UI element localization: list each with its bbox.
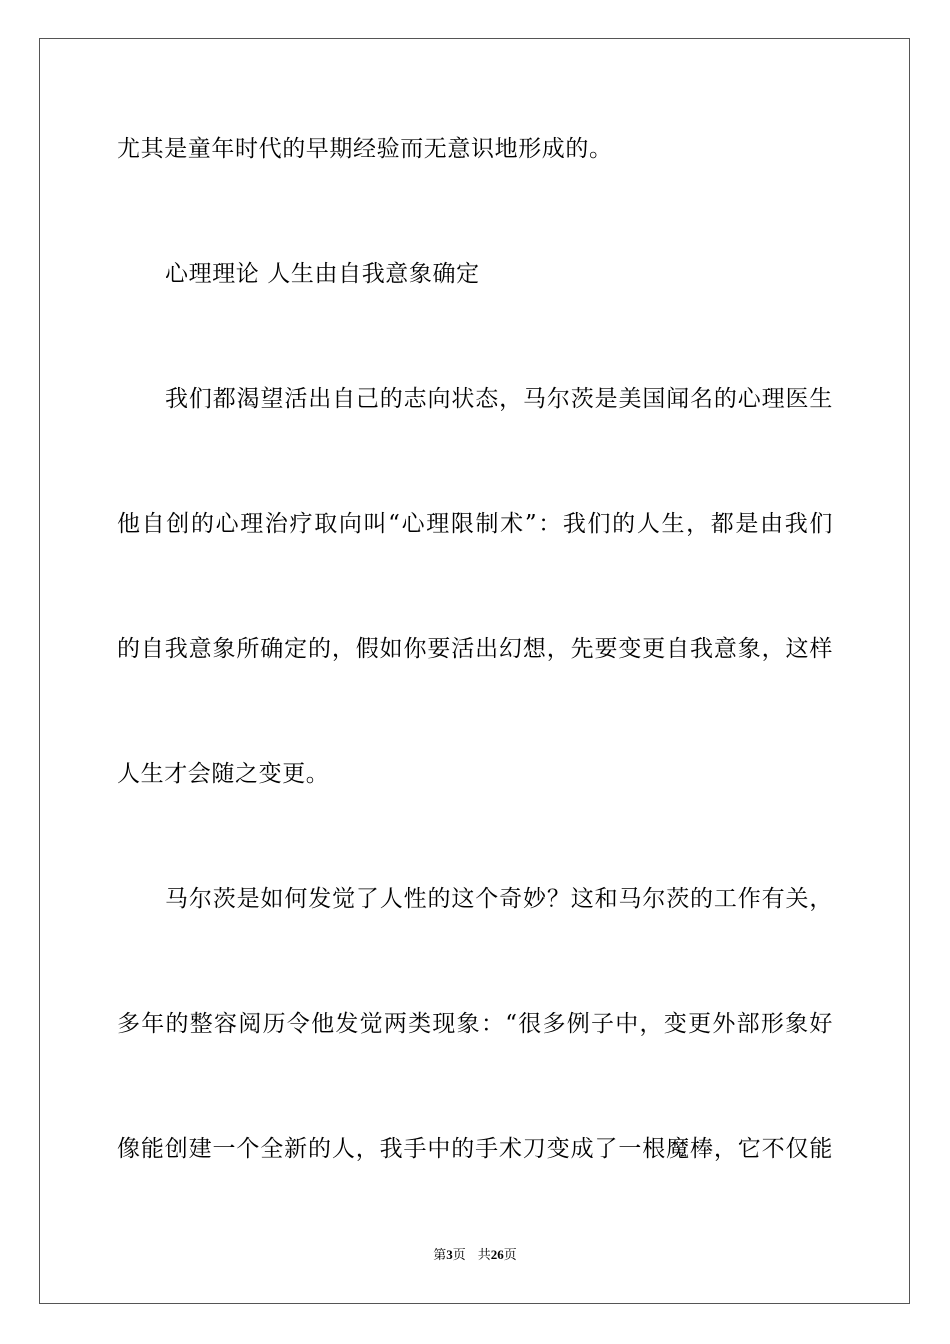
body-line-9: 像能创建一个全新的人，我手中的手术刀变成了一根魔棒，它不仅能 [117, 1136, 833, 1162]
body-line-4: 他自创的心理治疗取向叫“心理限制术”：我们的人生，都是由我们 [117, 511, 833, 537]
section-heading: 心理理论 人生由自我意象确定 [165, 261, 480, 287]
total-suffix: 页 [503, 1247, 517, 1262]
page-number: 3 [446, 1247, 453, 1262]
total-prefix: 共 [477, 1247, 491, 1262]
body-line-7: 马尔茨是如何发觉了人性的这个奇妙？这和马尔茨的工作有关， [165, 886, 833, 912]
page-border [39, 38, 910, 1304]
body-line-5: 的自我意象所确定的，假如你要活出幻想，先要变更自我意象，这样 [117, 636, 833, 662]
body-line-6: 人生才会随之变更。 [117, 761, 330, 787]
page-prefix: 第 [433, 1247, 447, 1262]
total-pages: 26 [490, 1247, 504, 1262]
page-suffix: 页 [452, 1247, 466, 1262]
body-line-3: 我们都渴望活出自己的志向状态，马尔茨是美国闻名的心理医生 [165, 386, 833, 412]
page-footer [0, 1246, 950, 1264]
body-line-8: 多年的整容阅历令他发觉两类现象：“很多例子中，变更外部形象好 [117, 1011, 833, 1037]
body-line-1: 尤其是童年时代的早期经验而无意识地形成的。 [117, 136, 613, 162]
